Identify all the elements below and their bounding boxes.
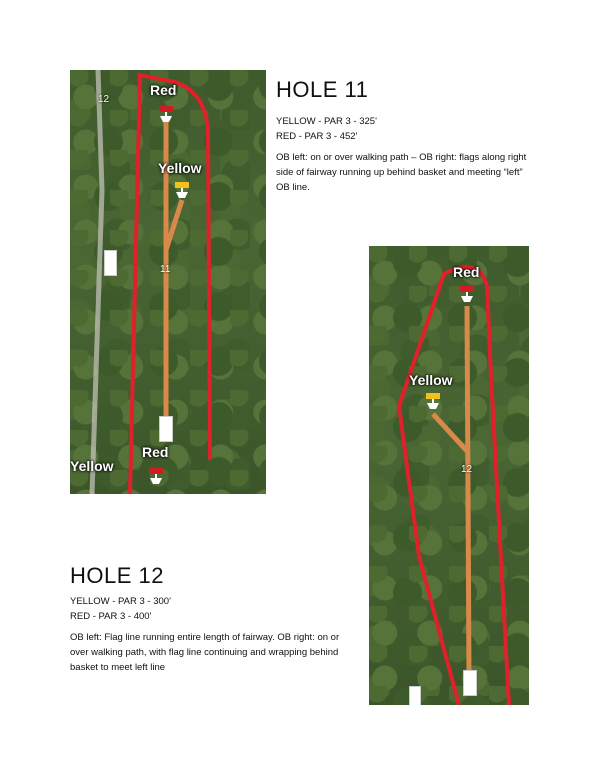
fairway-yellow bbox=[433, 414, 467, 451]
red-basket-icon bbox=[158, 104, 174, 126]
fairway-red bbox=[467, 306, 469, 676]
hole-12-info bbox=[70, 594, 342, 675]
yellow-basket-icon bbox=[174, 180, 190, 202]
red-basket-label: Red bbox=[150, 82, 177, 98]
hole-number-12-marker: 12 bbox=[98, 94, 110, 105]
hole-12-red-tee: RED - PAR 3 - 400' bbox=[70, 611, 152, 622]
hole-11-title: HOLE 11 bbox=[276, 77, 369, 102]
hole-12-overlay bbox=[369, 246, 529, 705]
hole-12-ob-rules: OB left: Flag line running entire length of fairway. OB right: on or over walking path, with flag line continuing and wrapping behind basket to meet left line bbox=[70, 632, 340, 673]
hole-11-red-tee: RED - PAR 3 - 452' bbox=[276, 131, 358, 142]
hole-12-yellow-tee: YELLOW - PAR 3 - 300' bbox=[70, 596, 171, 607]
red-basket-label: Red bbox=[453, 264, 480, 280]
hole-11-yellow-tee: YELLOW - PAR 3 - 325' bbox=[276, 116, 377, 127]
walking-path-tee-box bbox=[104, 250, 117, 276]
red-tee-basket-icon bbox=[148, 466, 164, 488]
hole-12-title: HOLE 12 bbox=[70, 563, 164, 588]
hole-11-path-marker: 11 bbox=[160, 264, 171, 275]
red-tee-label: Red bbox=[142, 444, 169, 460]
yellow-basket-label: Yellow bbox=[158, 160, 202, 176]
ob-line bbox=[399, 267, 509, 705]
walking-path bbox=[92, 70, 102, 494]
yellow-tee-label: Yellow bbox=[70, 458, 114, 474]
hole-12-path-marker: 12 bbox=[461, 464, 473, 475]
hole-11-ob-rules: OB left: on or over walking path – OB right: flags along right side of fairway running up behind basket and meeting “left” OB line. bbox=[276, 152, 527, 193]
tee-box bbox=[463, 670, 477, 696]
hole-11-map bbox=[70, 70, 266, 494]
yellow-basket-label: Yellow bbox=[409, 372, 453, 388]
yellow-basket-icon bbox=[425, 391, 441, 413]
hole-11-info bbox=[276, 114, 536, 195]
red-basket-icon bbox=[459, 284, 475, 306]
red-tee-box bbox=[159, 416, 173, 442]
walking-path-tee-box bbox=[409, 686, 421, 705]
hole-12-map bbox=[369, 246, 529, 705]
